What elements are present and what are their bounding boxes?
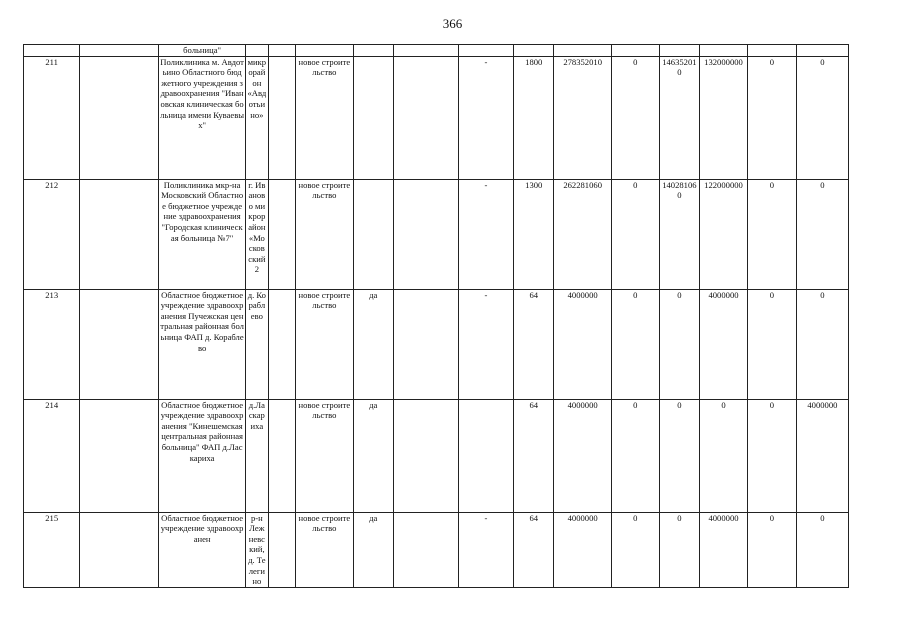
dash-cell: - bbox=[458, 289, 513, 399]
capacity-cell: 64 bbox=[514, 399, 554, 512]
flag-cell bbox=[353, 56, 393, 179]
value-cell bbox=[659, 45, 699, 57]
address-cell: микрорайон «Авдотьино» bbox=[246, 56, 268, 179]
address-cell: д.Ласкариха bbox=[246, 399, 268, 512]
address-cell bbox=[246, 45, 268, 57]
address-cell: г. Иваново микрорайон «Московский2 bbox=[246, 179, 268, 289]
value-cell: 0 bbox=[796, 56, 848, 179]
empty-cell bbox=[393, 399, 458, 512]
value-cell: 0 bbox=[796, 512, 848, 587]
facility-name-cell: Поликлиника мкр-на Московский Областное бюджетное учреждение здравоохранения "Городская клиническая больница №7" bbox=[159, 179, 246, 289]
empty-cell bbox=[393, 179, 458, 289]
value-cell: 0 bbox=[659, 512, 699, 587]
value-cell: 4000000 bbox=[700, 289, 748, 399]
dash-cell bbox=[458, 45, 513, 57]
facility-name-cell: Областное бюджетное учреждение здравоохранен bbox=[159, 512, 246, 587]
row-number-cell: 215 bbox=[24, 512, 80, 587]
empty-cell bbox=[80, 45, 159, 57]
value-cell: 140281060 bbox=[659, 179, 699, 289]
dash-cell: - bbox=[458, 512, 513, 587]
total-cost-cell: 278352010 bbox=[554, 56, 611, 179]
empty-cell bbox=[268, 45, 296, 57]
work-type-cell: новое строительство bbox=[296, 512, 353, 587]
register-table bbox=[23, 44, 849, 588]
value-cell: 0 bbox=[747, 56, 796, 179]
facility-name-cell: Поликлиника м. Авдотьино Областного бюджетного учреждения здравоохранения "Ивановская клиническая больница имени Куваевых" bbox=[159, 56, 246, 179]
capacity-cell bbox=[514, 45, 554, 57]
table-row bbox=[24, 56, 849, 179]
capacity-cell: 64 bbox=[514, 289, 554, 399]
value-cell: 0 bbox=[747, 512, 796, 587]
value-cell: 0 bbox=[611, 179, 659, 289]
dash-cell bbox=[458, 399, 513, 512]
empty-cell bbox=[80, 179, 159, 289]
table-row bbox=[24, 179, 849, 289]
value-cell: 0 bbox=[611, 289, 659, 399]
empty-cell bbox=[80, 289, 159, 399]
flag-cell: да bbox=[353, 289, 393, 399]
table-row bbox=[24, 45, 849, 57]
dash-cell: - bbox=[458, 179, 513, 289]
value-cell: 132000000 bbox=[700, 56, 748, 179]
table-row bbox=[24, 289, 849, 399]
facility-name-cell: больница" bbox=[159, 45, 246, 57]
empty-cell bbox=[393, 512, 458, 587]
value-cell bbox=[611, 45, 659, 57]
row-number-cell: 214 bbox=[24, 399, 80, 512]
value-cell: 0 bbox=[796, 179, 848, 289]
value-cell: 0 bbox=[611, 399, 659, 512]
empty-cell bbox=[268, 179, 296, 289]
empty-cell bbox=[80, 56, 159, 179]
empty-cell bbox=[80, 399, 159, 512]
empty-cell bbox=[268, 512, 296, 587]
address-cell: д. Кораблево bbox=[246, 289, 268, 399]
page-number: 366 bbox=[442, 16, 463, 31]
work-type-cell: новое строительство bbox=[296, 56, 353, 179]
dash-cell: - bbox=[458, 56, 513, 179]
value-cell: 0 bbox=[659, 399, 699, 512]
value-cell bbox=[796, 45, 848, 57]
flag-cell bbox=[353, 179, 393, 289]
flag-cell: да bbox=[353, 512, 393, 587]
total-cost-cell: 4000000 bbox=[554, 399, 611, 512]
capacity-cell: 1300 bbox=[514, 179, 554, 289]
empty-cell bbox=[393, 289, 458, 399]
total-cost-cell: 262281060 bbox=[554, 179, 611, 289]
work-type-cell: новое строительство bbox=[296, 289, 353, 399]
total-cost-cell: 4000000 bbox=[554, 289, 611, 399]
value-cell: 146352010 bbox=[659, 56, 699, 179]
capacity-cell: 64 bbox=[514, 512, 554, 587]
value-cell: 0 bbox=[747, 289, 796, 399]
value-cell: 122000000 bbox=[700, 179, 748, 289]
row-number-cell bbox=[24, 45, 80, 57]
empty-cell bbox=[393, 45, 458, 57]
value-cell: 0 bbox=[659, 289, 699, 399]
value-cell bbox=[747, 45, 796, 57]
work-type-cell: новое строительство bbox=[296, 179, 353, 289]
value-cell: 4000000 bbox=[796, 399, 848, 512]
facility-name-cell: Областное бюджетное учреждение здравоохранения Пучежская центральная районная больница ФАП д. Кораблево bbox=[159, 289, 246, 399]
total-cost-cell bbox=[554, 45, 611, 57]
empty-cell bbox=[80, 512, 159, 587]
flag-cell: да bbox=[353, 399, 393, 512]
work-type-cell bbox=[296, 45, 353, 57]
table-row bbox=[24, 399, 849, 512]
value-cell: 0 bbox=[796, 289, 848, 399]
total-cost-cell: 4000000 bbox=[554, 512, 611, 587]
value-cell: 0 bbox=[700, 399, 748, 512]
value-cell: 0 bbox=[747, 399, 796, 512]
table-row bbox=[24, 512, 849, 587]
empty-cell bbox=[393, 56, 458, 179]
value-cell: 0 bbox=[611, 56, 659, 179]
empty-cell bbox=[268, 289, 296, 399]
row-number-cell: 213 bbox=[24, 289, 80, 399]
capacity-cell: 1800 bbox=[514, 56, 554, 179]
value-cell bbox=[700, 45, 748, 57]
work-type-cell: новое строительство bbox=[296, 399, 353, 512]
row-number-cell: 211 bbox=[24, 56, 80, 179]
empty-cell bbox=[268, 56, 296, 179]
empty-cell bbox=[268, 399, 296, 512]
row-number-cell: 212 bbox=[24, 179, 80, 289]
value-cell: 4000000 bbox=[700, 512, 748, 587]
flag-cell bbox=[353, 45, 393, 57]
value-cell: 0 bbox=[747, 179, 796, 289]
value-cell: 0 bbox=[611, 512, 659, 587]
facility-name-cell: Областное бюджетное учреждение здравоохранения "Кинешемская центральная районная больница" ФАП д.Ласкариха bbox=[159, 399, 246, 512]
address-cell: р-н Лежневский, д. Телегино bbox=[246, 512, 268, 587]
